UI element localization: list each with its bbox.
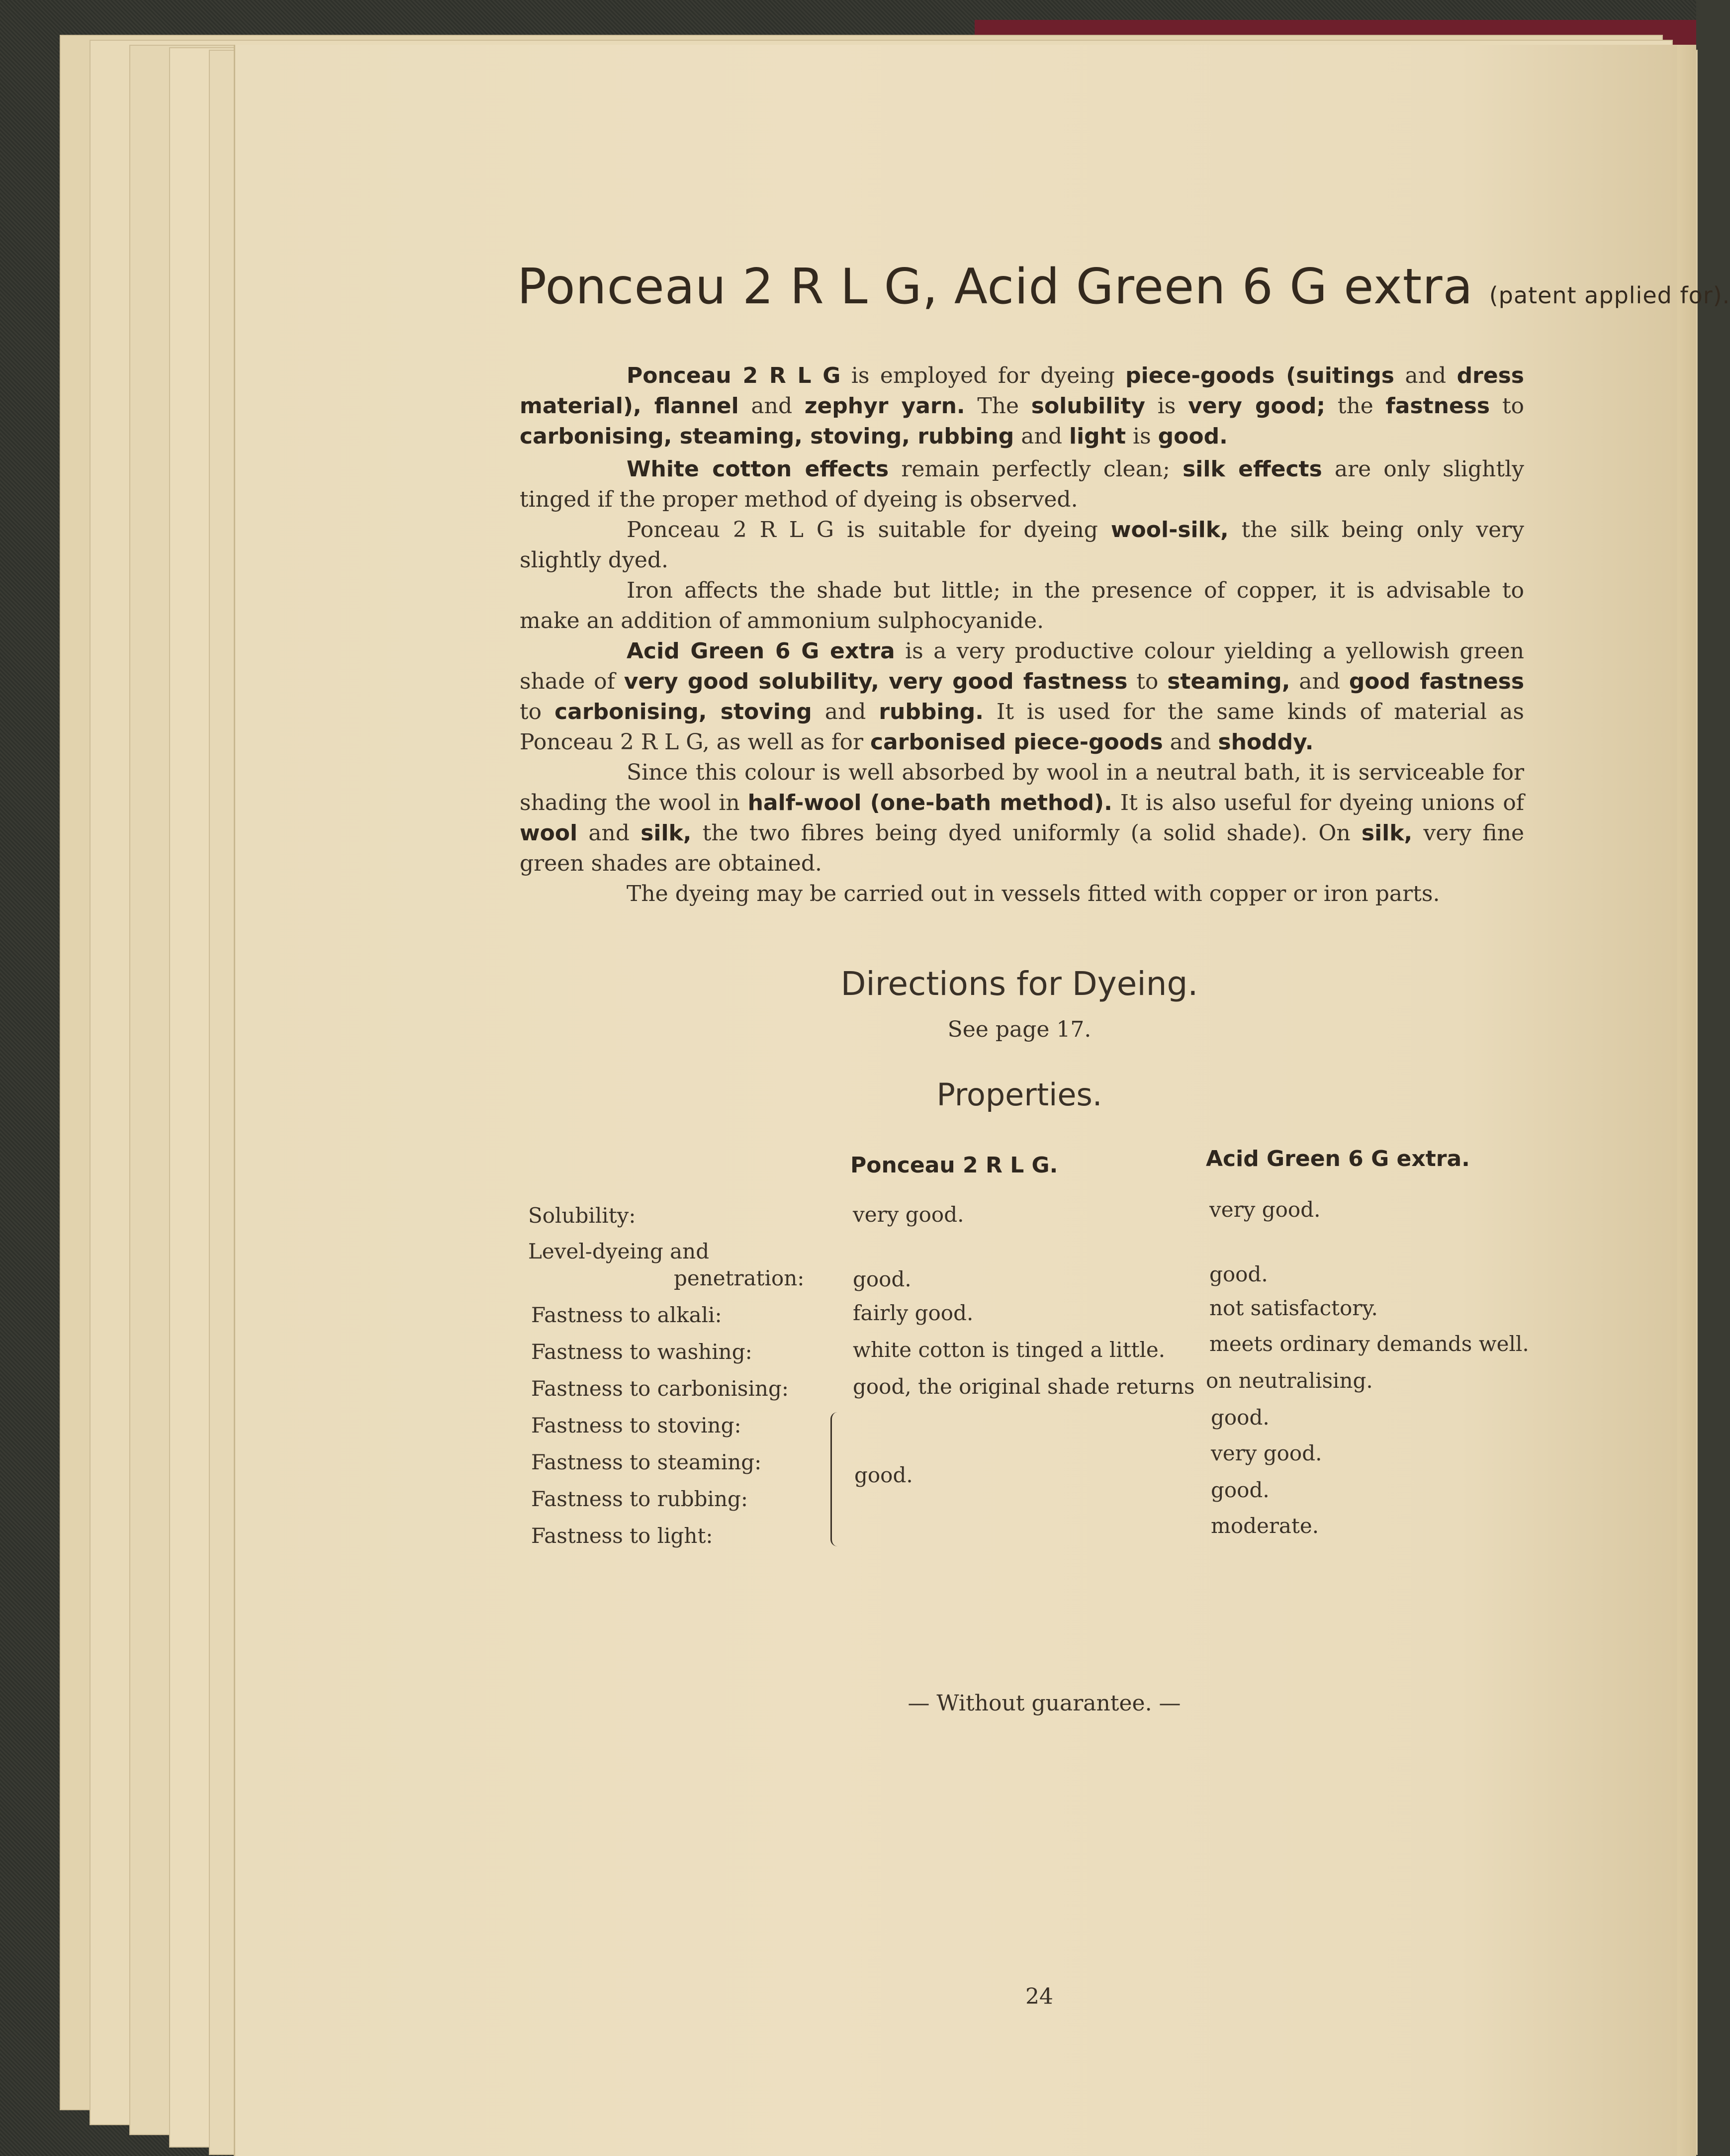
bold-text: piece-goods (suitings [1125, 363, 1394, 388]
ponceau-value: good, the original shade returns [853, 1374, 1195, 1399]
bold-text: wool-silk, [1110, 517, 1229, 542]
disclaimer: — Without guarantee. — [908, 1691, 1181, 1716]
bold-text: steaming, [1167, 669, 1290, 694]
text-run: and [812, 699, 879, 724]
bold-text: good. [1158, 424, 1228, 449]
paragraph [520, 360, 1524, 451]
text-run: Iron affects the shade but little; in the presence of copper, it is advisable to make an addition of ammonium sulphocyanide. [520, 578, 1524, 633]
paragraph [520, 454, 1524, 515]
row-label: Fastness to washing: [531, 1340, 752, 1364]
text-run: remain perfectly clean; [889, 456, 1183, 482]
text-run: the silk being only very slightly dyed. [520, 517, 1525, 573]
text-run: to [1490, 393, 1524, 419]
bold-text: silk effects [1183, 456, 1322, 482]
bold-text: good fastness [1349, 669, 1525, 694]
paragraph [520, 636, 1524, 757]
acid-green-value: good. [1211, 1405, 1270, 1430]
ponceau-value: good. [853, 1267, 911, 1291]
title-main: Ponceau 2 R L G, Acid Green 6 G extra [517, 259, 1473, 315]
page-title [517, 259, 1730, 315]
bold-text: rubbing. [879, 699, 984, 724]
bold-text: silk, [640, 820, 692, 846]
text-run: and [1394, 363, 1457, 388]
text-run: and [738, 393, 805, 419]
text-run: and [1014, 424, 1069, 449]
acid-green-value: good. [1211, 1478, 1270, 1502]
row-label: Solubility: [528, 1203, 636, 1228]
row-label-continued: penetration: [674, 1266, 805, 1290]
acid-green-value: very good. [1209, 1197, 1321, 1222]
paragraph [520, 879, 1524, 909]
ponceau-value: white cotton is tinged a little. [853, 1338, 1166, 1362]
text-run: It is also useful for dyeing unions of [1112, 790, 1524, 815]
bold-text: shoddy. [1218, 729, 1314, 755]
text-run: are only slightly tinged if the proper method of dyeing is observed. [520, 456, 1524, 512]
acid-green-value: on neutralising. [1206, 1368, 1373, 1393]
bold-text: wool [520, 820, 578, 846]
text-run: to [1127, 669, 1168, 694]
text-run: The dyeing may be carried out in vessels fitted with copper or iron parts. [627, 881, 1440, 906]
paragraph [520, 515, 1524, 575]
row-label: Level-dyeing and [528, 1239, 710, 1263]
column-header-acid-green: Acid Green 6 G extra. [1206, 1146, 1470, 1171]
title-note: (patent applied for). [1489, 282, 1730, 309]
text-run: is [1126, 424, 1158, 449]
bold-text: carbonised piece-goods [870, 729, 1163, 755]
text-run: The [965, 393, 1031, 419]
text-run: Since this colour is well absorbed by wool in a neutral bath, it is serviceable for shading the wool in [520, 760, 1524, 815]
text-run: is a very productive colour yielding a yellowish green shade of [520, 638, 1525, 694]
row-label: Fastness to stoving: [531, 1413, 741, 1437]
acid-green-value: good. [1209, 1262, 1268, 1286]
text-run: Ponceau 2 R L G is suitable for dyeing [627, 517, 1111, 542]
acid-green-value: not satisfactory. [1209, 1296, 1378, 1320]
ponceau-braced-value: good. [854, 1463, 913, 1487]
row-label: Fastness to rubbing: [531, 1487, 748, 1511]
bold-text: dress material), flannel [520, 363, 1524, 419]
paragraph [520, 575, 1524, 636]
ponceau-value: fairly good. [853, 1301, 974, 1325]
page-number: 24 [1025, 1984, 1053, 2009]
directions-heading: Directions for Dyeing. [840, 965, 1198, 1003]
text-run: the [1325, 393, 1386, 419]
bold-text: solubility [1031, 393, 1146, 419]
bold-text: half-wool (one-bath method). [747, 790, 1112, 815]
text-run: very fine green shades are obtained. [520, 820, 1525, 876]
text-run: and [1290, 669, 1349, 694]
text-run: is [1145, 393, 1188, 419]
text-run: the two fibres being dyed uniformly (a solid shade). On [691, 820, 1362, 846]
paragraph [520, 757, 1524, 879]
text-run: and [1163, 729, 1218, 755]
bold-text: very good solubility, very good fastness [624, 669, 1128, 694]
row-label: Fastness to alkali: [531, 1303, 722, 1327]
bold-text: light [1069, 424, 1126, 449]
bold-text: fastness [1385, 393, 1490, 419]
directions-reference: See page 17. [947, 1017, 1092, 1042]
bold-text: zephyr yarn. [804, 393, 965, 419]
bold-text: carbonising, stoving [554, 699, 812, 724]
brace-bracket [830, 1412, 839, 1546]
bold-text: Acid Green 6 G extra [627, 638, 895, 664]
text-run: to [520, 699, 555, 724]
column-header-ponceau: Ponceau 2 R L G. [850, 1153, 1058, 1178]
bold-text: Ponceau 2 R L G [627, 363, 841, 388]
bold-text: carbonising, steaming, stoving, rubbing [520, 424, 1014, 449]
acid-green-value: meets ordinary demands well. [1209, 1332, 1529, 1356]
text-run: It is used for the same kinds of material as Ponceau 2 R L G, as well as for [520, 699, 1524, 755]
properties-heading: Properties. [936, 1077, 1102, 1113]
bold-text: silk, [1361, 820, 1413, 846]
bold-text: very good; [1188, 393, 1326, 419]
row-label: Fastness to steaming: [531, 1450, 762, 1474]
row-label: Fastness to carbonising: [531, 1376, 789, 1401]
bold-text: White cotton effects [627, 456, 889, 482]
text-run: is employed for dyeing [840, 363, 1126, 388]
text-run: and [577, 820, 641, 846]
acid-green-value: moderate. [1211, 1514, 1319, 1538]
ponceau-value: very good. [853, 1202, 964, 1227]
row-label: Fastness to light: [531, 1524, 713, 1548]
acid-green-value: very good. [1211, 1441, 1322, 1465]
